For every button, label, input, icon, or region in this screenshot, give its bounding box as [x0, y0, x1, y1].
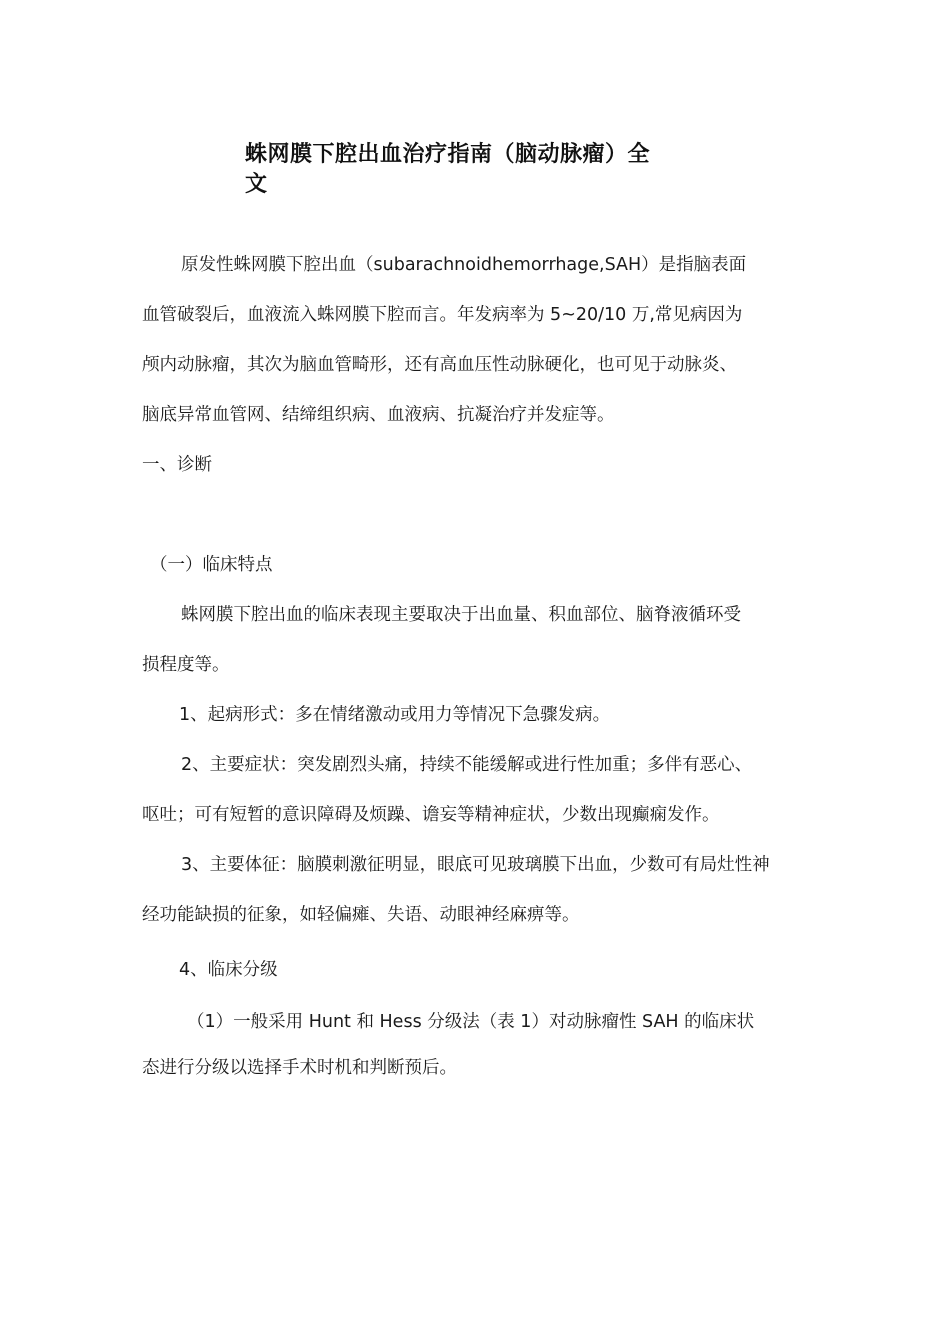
grading-sub-line-2: 态进行分级以选择手术时机和判断预后。 [142, 1058, 457, 1078]
item-symptoms-line-1: 2、主要症状：突发剧烈头痛，持续不能缓解或进行性加重；多伴有恶心、 [181, 755, 753, 775]
intro-line-3: 颅内动脉瘤，其次为脑血管畸形，还有高血压性动脉硬化，也可见于动脉炎、 [142, 355, 737, 375]
grading-sub-line-1: （1）一般采用 Hunt 和 Hess 分级法（表 1）对动脉瘤性 SAH 的临床状 [187, 1012, 755, 1032]
intro-line-1: 原发性蛛网膜下腔出血（subarachnoidhemorrhage,SAH）是指脑表面 [181, 255, 747, 275]
item-signs-line-2: 经功能缺损的征象，如轻偏瘫、失语、动眼神经麻痹等。 [142, 905, 580, 925]
title-line-2: 文 [245, 172, 268, 197]
intro-line-4: 脑底异常血管网、结缔组织病、血液病、抗凝治疗并发症等。 [142, 405, 615, 425]
intro-line-2: 血管破裂后，血液流入蛛网膜下腔而言。年发病率为 5~20/10 万,常见病因为 [142, 305, 743, 325]
item-onset: 1、起病形式：多在情绪激动或用力等情况下急骤发病。 [179, 705, 611, 725]
subsection-heading-clinical: （一）临床特点 [150, 555, 273, 575]
document-title [245, 140, 695, 200]
clinical-intro-line-1: 蛛网膜下腔出血的临床表现主要取决于出血量、积血部位、脑脊液循环受 [181, 605, 741, 625]
item-symptoms-line-2: 呕吐；可有短暂的意识障碍及烦躁、谵妄等精神症状，少数出现癫痫发作。 [142, 805, 720, 825]
item-clinical-grading: 4、临床分级 [179, 960, 278, 980]
clinical-intro-line-2: 损程度等。 [142, 655, 230, 675]
title-line-1: 蛛网膜下腔出血治疗指南（脑动脉瘤）全 [245, 142, 651, 167]
item-signs-line-1: 3、主要体征：脑膜刺激征明显，眼底可见玻璃膜下出血，少数可有局灶性神 [181, 855, 770, 875]
section-heading-diagnosis: 一、诊断 [142, 455, 212, 475]
